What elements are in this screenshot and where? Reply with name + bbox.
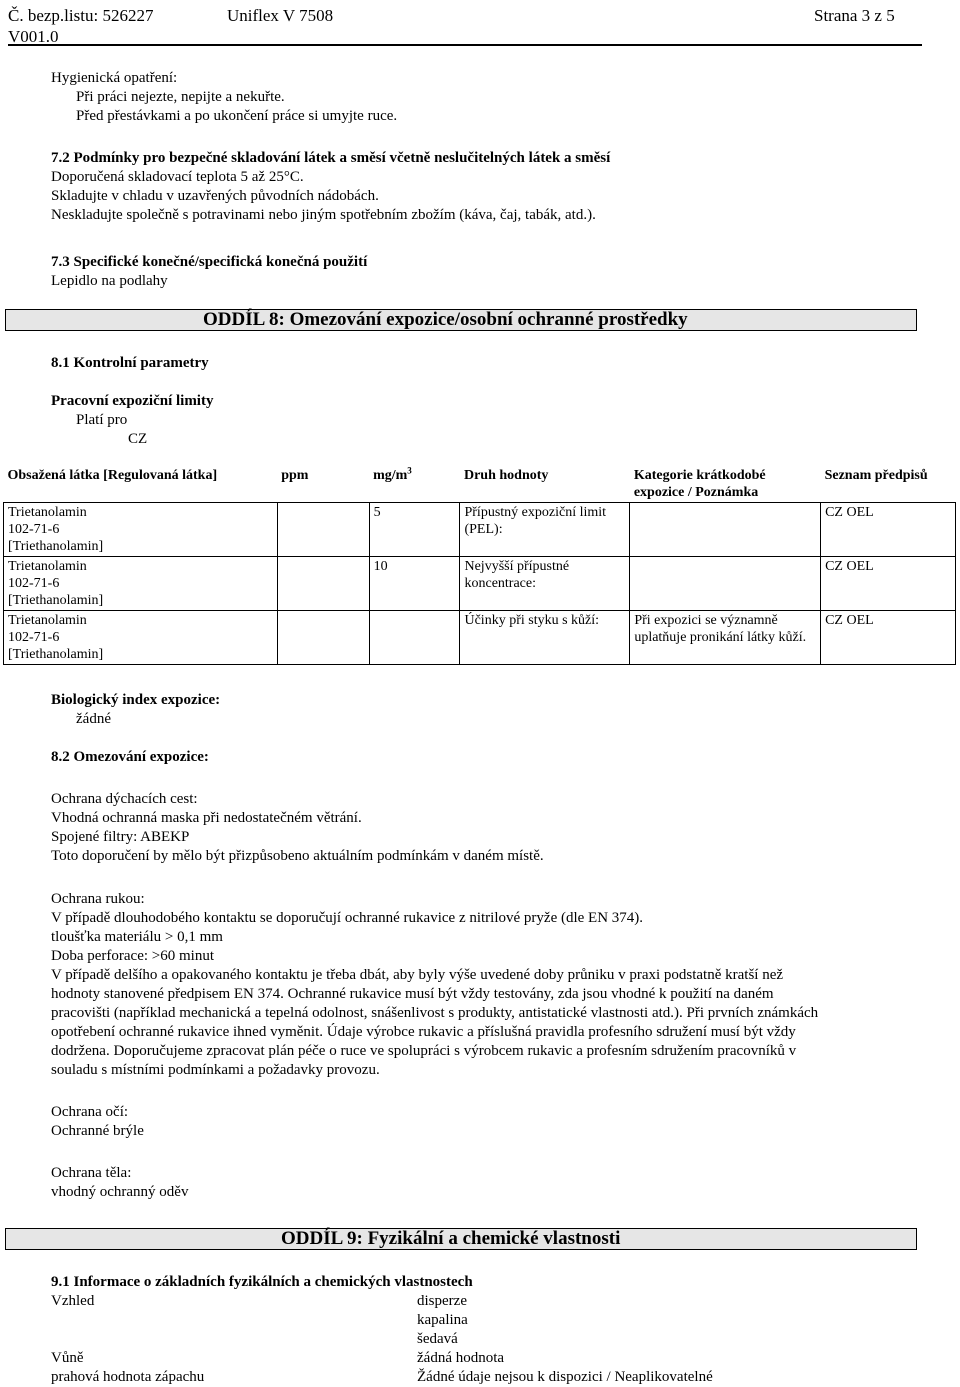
country-label: CZ [128,431,148,447]
substance-cas: 102-71-6 [8,630,60,645]
bio-index-value: žádné [76,711,111,727]
storage-line: Skladujte v chladu v uzavřených původních nádobách. [51,188,379,204]
section-8-heading [5,309,917,331]
ppm-cell [277,503,369,557]
product-name: Uniflex V 7508 [227,6,334,25]
storage-line: Doporučená skladovací teplota 5 až 25°C. [51,169,304,185]
odor-threshold-label: prahová hodnota zápachu [51,1369,205,1385]
section-9-1-title: 9.1 Informace o základních fyzikálních a chemických vlastnostech [51,1274,473,1290]
version: V001.0 [8,27,59,46]
valid-for-label: Platí pro [76,412,128,428]
col-type: Druh hodnoty [463,468,549,483]
specific-use: Lepidlo na podlahy [51,273,168,289]
hand-line: Doba perforace: >60 minut [51,948,214,964]
section-8-1-title: 8.1 Kontrolní parametry [51,355,209,371]
header-divider [8,44,922,46]
hand-line: pracovišti (například mechanická a tepelná odolnost, snášenlivost s produkty, antistatické vlastnosti atd.). Při prvních známkách [51,1005,819,1021]
substance-cell [4,611,278,665]
mg-cell: 10 [369,557,460,611]
section-9-heading [5,1228,917,1250]
substance-cas: 102-71-6 [8,576,60,591]
substance-name: Trietanolamin [8,505,87,520]
col-substance: Obsažená látka [Regulovaná látka] [7,468,218,483]
appearance-label: Vzhled [51,1293,95,1309]
substance-regulated: [Triethanolamin] [8,539,104,554]
type-cell: Přípustný expoziční limit (PEL): [460,503,630,557]
col-ppm: ppm [281,468,309,483]
substance-regulated: [Triethanolamin] [8,593,104,608]
section-9-heading-text: ODDÍL 9: Fyzikální a chemické vlastnosti [281,1228,621,1249]
table-row [4,503,956,557]
exposure-limits-title: Pracovní expoziční limity [51,393,214,409]
table-header-row [4,466,956,503]
body-title: Ochrana těla: [51,1165,132,1181]
hand-line: V případě dlouhodobého kontaktu se doporučují ochranné rukavice z nitrilové pryže (dle EN 374). [51,910,644,926]
list-cell: CZ OEL [821,503,956,557]
substance-name: Trietanolamin [8,559,87,574]
hygiene-title: Hygienická opatření: [51,70,178,86]
hand-line: souladu s místními podmínkami a požadavky provozu. [51,1062,380,1078]
respiratory-line: Vhodná ochranná maska při nedostatečném větrání. [51,810,362,826]
ppm-cell [277,611,369,665]
hand-line: tloušťka materiálu > 0,1 mm [51,929,223,945]
respiratory-title: Ochrana dýchacích cest: [51,791,198,807]
note-cell: Při expozici se významně uplatňuje pronikání látky kůží. [630,611,821,665]
hand-title: Ochrana rukou: [51,891,145,907]
table-row [4,611,956,665]
col-mgm3 [369,466,460,503]
section-8-heading-text: ODDÍL 8: Omezování expozice/osobní ochranné prostředky [203,309,688,330]
substance-cas: 102-71-6 [8,522,60,537]
col-list: Seznam předpisů [824,468,928,483]
section-7-2-title: 7.2 Podmínky pro bezpečné skladování látek a směsí včetně neslučitelných látek a směsí [51,150,611,166]
col-mgm3-sup: 3 [407,465,412,476]
type-cell: Nejvyšší přípustné koncentrace: [460,557,630,611]
substance-cell [4,503,278,557]
mg-cell [369,611,460,665]
table-row [4,557,956,611]
mg-cell: 5 [369,503,460,557]
odor-label: Vůně [51,1350,84,1366]
note-cell [630,557,821,611]
eye-title: Ochrana očí: [51,1104,129,1120]
list-cell: CZ OEL [821,611,956,665]
appearance-value: kapalina [417,1312,468,1328]
col-mgm3-text: mg/m [373,468,408,483]
type-cell: Účinky při styku s kůží: [460,611,630,665]
body-value: vhodný ochranný oděv [51,1184,189,1200]
section-7-3-title: 7.3 Specifické konečné/specifická konečná použití [51,254,368,270]
page-number: Strana 3 z 5 [814,6,895,25]
sheet-number: Č. bezp.listu: 526227 [8,6,154,25]
section-8-2-title: 8.2 Omezování expozice: [51,749,209,765]
storage-line: Neskladujte společně s potravinami nebo jiným spotřebním zbožím (káva, čaj, tabák, atd.). [51,207,596,223]
substance-name: Trietanolamin [8,613,87,628]
hand-line: opotřebení ochranné rukavice ihned vyměnit. Údaje výrobce rukavic a příslušná pravidla profesního sdružení musí být vždy [51,1024,796,1040]
respiratory-line: Toto doporučení by mělo být přizpůsobeno aktuálním podmínkám v daném místě. [51,848,544,864]
hand-line: hodnoty stanovené předpisem EN 374. Ochranné rukavice musí být vždy testovány, zda jsou vhodné k použití na daném [51,986,774,1002]
appearance-value: šedavá [417,1331,458,1347]
respiratory-line: Spojené filtry: ABEKP [51,829,190,845]
ppm-cell [277,557,369,611]
bio-index-title: Biologický index expozice: [51,692,221,708]
appearance-value: disperze [417,1293,467,1309]
hand-line: dodržena. Doporučujeme zpracovat plán péče o ruce ve spolupráci s výrobcem rukavic a profesním sdružením pracovníků v [51,1043,797,1059]
list-cell: CZ OEL [821,557,956,611]
odor-threshold-value: Žádné údaje nejsou k dispozici / Neaplikovatelné [417,1369,713,1385]
hand-line: V případě delšího a opakovaného kontaktu je třeba dbát, aby byly výše uvedené doby průniku v praxi podstatně kratší než [51,967,784,983]
odor-value: žádná hodnota [417,1350,505,1366]
substance-regulated: [Triethanolamin] [8,647,104,662]
hygiene-line: Před přestávkami a po ukončení práce si umyjte ruce. [76,108,398,124]
hygiene-line: Při práci nejezte, nepijte a nekuřte. [76,89,285,105]
exposure-limits-table [3,466,956,665]
col-category: Kategorie krátkodobé expozice / Poznámka [633,468,766,500]
substance-cell [4,557,278,611]
note-cell [630,503,821,557]
eye-value: Ochranné brýle [51,1123,144,1139]
